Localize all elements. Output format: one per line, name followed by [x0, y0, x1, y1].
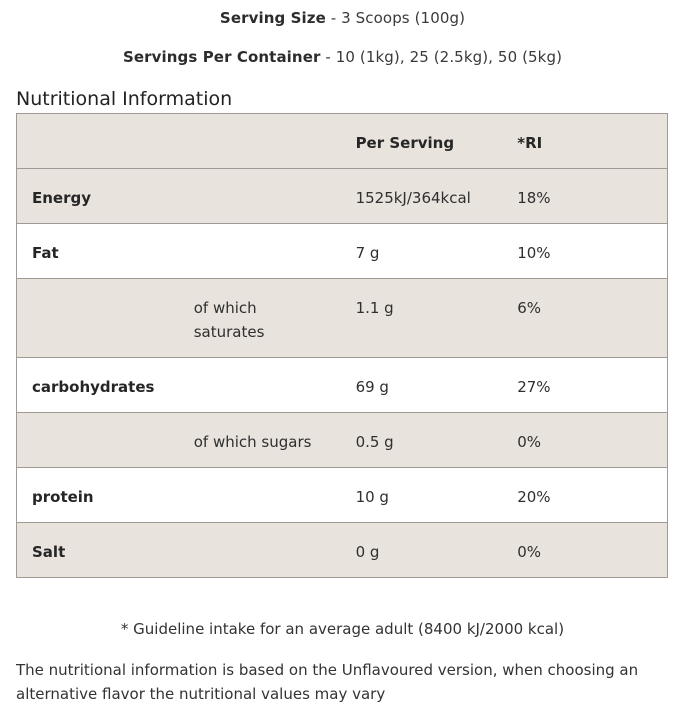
- row-sub: [179, 468, 341, 485]
- row-per-serving: 1525kJ/364kcal: [355, 189, 471, 207]
- table-row: [17, 523, 668, 578]
- serving-size-label: Serving Size: [219, 9, 326, 27]
- row-name: [17, 413, 179, 430]
- row-ri: 27%: [517, 378, 551, 396]
- nutritional-information-heading: Nutritional Information: [16, 88, 233, 110]
- header-cell-name: [17, 114, 179, 169]
- servings-per-container-label: Servings Per Container: [122, 48, 321, 66]
- table-row: [17, 169, 668, 224]
- row-per-serving: 1.1 g: [355, 299, 394, 317]
- row-ri: 18%: [517, 189, 551, 207]
- table-row: [17, 468, 668, 523]
- row-ri: 0%: [517, 543, 542, 561]
- row-per-serving: 69 g: [355, 378, 389, 396]
- per-serving-header: Per Serving: [355, 134, 455, 152]
- nutrition-table: [16, 113, 668, 578]
- header-cell-ri: [502, 114, 667, 169]
- row-sub: of which saturates: [193, 299, 265, 341]
- table-row: [17, 224, 668, 279]
- row-per-serving: 0.5 g: [355, 433, 394, 451]
- row-per-serving: 7 g: [355, 244, 380, 262]
- flavour-disclaimer: The nutritional information is based on the Unflavoured version, when choosing an alternative flavor the nutritional values may vary: [16, 661, 639, 703]
- table-row: [17, 413, 668, 468]
- row-sub: of which sugars: [193, 433, 312, 451]
- row-ri: 0%: [517, 433, 542, 451]
- serving-size-line: [0, 9, 685, 27]
- header-cell-sub: [179, 114, 341, 169]
- row-per-serving: 0 g: [355, 543, 380, 561]
- row-sub: [179, 358, 341, 375]
- row-per-serving: 10 g: [355, 488, 389, 506]
- servings-per-container-value: - 10 (1kg), 25 (2.5kg), 50 (5kg): [320, 48, 563, 66]
- row-name: Energy: [32, 189, 92, 207]
- row-name: Fat: [32, 244, 59, 262]
- table-row: [17, 279, 668, 358]
- table-header-row: [17, 114, 668, 169]
- table-row: [17, 358, 668, 413]
- row-name: carbohydrates: [32, 378, 155, 396]
- row-ri: 10%: [517, 244, 551, 262]
- row-name: Salt: [32, 543, 66, 561]
- serving-size-value: - 3 Scoops (100g): [325, 9, 466, 27]
- row-sub: [179, 169, 341, 186]
- servings-per-container-line: [0, 48, 685, 66]
- row-ri: 20%: [517, 488, 551, 506]
- ri-header: *RI: [517, 134, 543, 152]
- row-name: [17, 279, 179, 296]
- row-ri: 6%: [517, 299, 542, 317]
- header-cell-per-serving: [341, 114, 503, 169]
- row-sub: [179, 224, 341, 241]
- row-sub: [179, 523, 341, 540]
- row-name: protein: [32, 488, 94, 506]
- guideline-intake-note: * Guideline intake for an average adult (8400 kJ/2000 kcal): [120, 620, 565, 638]
